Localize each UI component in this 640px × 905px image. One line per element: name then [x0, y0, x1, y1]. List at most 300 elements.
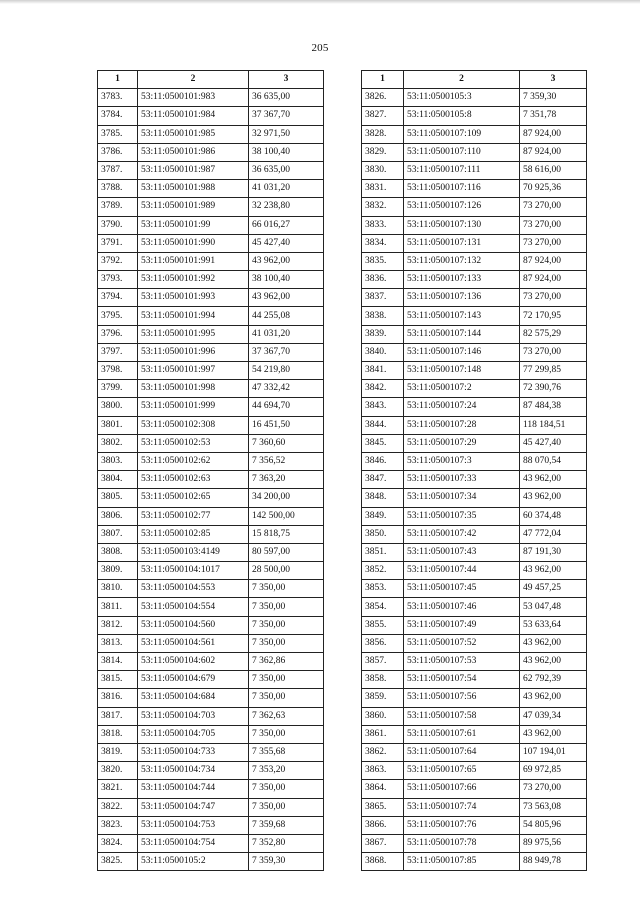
cadastral-number-cell: 53:11:0500107:58: [404, 707, 520, 725]
row-number-cell: 3834.: [362, 234, 404, 252]
table-header-row: [98, 71, 324, 89]
cadastral-number-cell: 53:11:0500107:143: [404, 307, 520, 325]
value-cell: 53 633,64: [520, 616, 587, 634]
table-row: [98, 853, 324, 871]
cadastral-number-cell: 53:11:0500104:754: [138, 834, 249, 852]
table-row: [362, 725, 587, 743]
row-number-cell: 3857.: [362, 653, 404, 671]
row-number-cell: 3865.: [362, 798, 404, 816]
row-number-cell: 3820.: [98, 762, 138, 780]
cadastral-number-cell: 53:11:0500104:705: [138, 725, 249, 743]
value-cell: 43 962,00: [520, 634, 587, 652]
value-cell: 118 184,51: [520, 416, 587, 434]
row-number-cell: 3843.: [362, 398, 404, 416]
table-row: [98, 762, 324, 780]
value-cell: 47 039,34: [520, 707, 587, 725]
value-cell: 7 359,30: [249, 853, 324, 871]
value-cell: 73 270,00: [520, 198, 587, 216]
table-row: [362, 161, 587, 179]
table-row: [362, 689, 587, 707]
cadastral-number-cell: 53:11:0500104:703: [138, 707, 249, 725]
table-row: [362, 616, 587, 634]
cadastral-number-cell: 53:11:0500104:679: [138, 671, 249, 689]
row-number-cell: 3801.: [98, 416, 138, 434]
value-cell: 54 805,96: [520, 816, 587, 834]
cadastral-number-cell: 53:11:0500104:733: [138, 743, 249, 761]
row-number-cell: 3785.: [98, 125, 138, 143]
value-cell: 87 924,00: [520, 271, 587, 289]
cadastral-number-cell: 53:11:0500101:999: [138, 398, 249, 416]
table-row: [362, 452, 587, 470]
cadastral-number-cell: 53:11:0500104:734: [138, 762, 249, 780]
value-cell: 41 031,20: [249, 325, 324, 343]
cadastral-number-cell: 53:11:0500107:61: [404, 725, 520, 743]
cadastral-table-left: [97, 70, 324, 871]
table-row: [98, 307, 324, 325]
value-cell: 32 238,80: [249, 198, 324, 216]
value-cell: 7 350,00: [249, 725, 324, 743]
row-number-cell: 3823.: [98, 816, 138, 834]
table-row: [362, 271, 587, 289]
table-row: [98, 434, 324, 452]
table-row: [98, 343, 324, 361]
cadastral-number-cell: 53:11:0500107:3: [404, 452, 520, 470]
value-cell: 7 350,00: [249, 598, 324, 616]
row-number-cell: 3800.: [98, 398, 138, 416]
table-row: [98, 780, 324, 798]
value-cell: 7 351,78: [520, 107, 587, 125]
value-cell: 7 350,00: [249, 689, 324, 707]
row-number-cell: 3851.: [362, 543, 404, 561]
row-number-cell: 3804.: [98, 471, 138, 489]
table-row: [362, 743, 587, 761]
table-row: [98, 634, 324, 652]
row-number-cell: 3783.: [98, 89, 138, 107]
value-cell: 47 772,04: [520, 525, 587, 543]
table-row: [98, 271, 324, 289]
row-number-cell: 3815.: [98, 671, 138, 689]
value-cell: 44 255,08: [249, 307, 324, 325]
cadastral-number-cell: 53:11:0500104:554: [138, 598, 249, 616]
row-number-cell: 3797.: [98, 343, 138, 361]
cadastral-number-cell: 53:11:0500102:53: [138, 434, 249, 452]
row-number-cell: 3789.: [98, 198, 138, 216]
value-cell: 45 427,40: [249, 234, 324, 252]
table-row: [98, 252, 324, 270]
row-number-cell: 3814.: [98, 653, 138, 671]
value-cell: 43 962,00: [520, 471, 587, 489]
value-cell: 37 367,70: [249, 343, 324, 361]
row-number-cell: 3798.: [98, 362, 138, 380]
cadastral-number-cell: 53:11:0500107:43: [404, 543, 520, 561]
table-row: [98, 380, 324, 398]
cadastral-number-cell: 53:11:0500102:308: [138, 416, 249, 434]
cadastral-number-cell: 53:11:0500107:29: [404, 434, 520, 452]
table-row: [362, 216, 587, 234]
value-cell: 38 100,40: [249, 271, 324, 289]
value-cell: 70 925,36: [520, 180, 587, 198]
cadastral-number-cell: 53:11:0500101:990: [138, 234, 249, 252]
cadastral-number-cell: 53:11:0500107:42: [404, 525, 520, 543]
value-cell: 87 924,00: [520, 143, 587, 161]
row-number-cell: 3855.: [362, 616, 404, 634]
table-row: [362, 380, 587, 398]
table-row: [98, 398, 324, 416]
cadastral-number-cell: 53:11:0500107:64: [404, 743, 520, 761]
value-cell: 36 635,00: [249, 161, 324, 179]
value-cell: 43 962,00: [520, 489, 587, 507]
cadastral-number-cell: 53:11:0500101:99: [138, 216, 249, 234]
cadastral-number-cell: 53:11:0500107:52: [404, 634, 520, 652]
table-row: [98, 816, 324, 834]
row-number-cell: 3833.: [362, 216, 404, 234]
table-row: [98, 725, 324, 743]
table-row: [362, 507, 587, 525]
cadastral-number-cell: 53:11:0500107:54: [404, 671, 520, 689]
table-row: [362, 489, 587, 507]
table-row: [362, 198, 587, 216]
row-number-cell: 3831.: [362, 180, 404, 198]
row-number-cell: 3846.: [362, 452, 404, 470]
table-row: [362, 89, 587, 107]
value-cell: 87 924,00: [520, 125, 587, 143]
cadastral-number-cell: 53:11:0500101:997: [138, 362, 249, 380]
table-row: [98, 562, 324, 580]
row-number-cell: 3859.: [362, 689, 404, 707]
row-number-cell: 3817.: [98, 707, 138, 725]
value-cell: 45 427,40: [520, 434, 587, 452]
cadastral-number-cell: 53:11:0500101:986: [138, 143, 249, 161]
table-row: [98, 653, 324, 671]
table-row: [362, 762, 587, 780]
value-cell: 43 962,00: [520, 725, 587, 743]
cadastral-table-right: [361, 70, 587, 871]
value-cell: 73 270,00: [520, 343, 587, 361]
table-row: [98, 507, 324, 525]
cadastral-number-cell: 53:11:0500102:65: [138, 489, 249, 507]
value-cell: 107 194,01: [520, 743, 587, 761]
value-cell: 73 270,00: [520, 289, 587, 307]
row-number-cell: 3848.: [362, 489, 404, 507]
value-cell: 7 356,52: [249, 452, 324, 470]
table-row: [362, 798, 587, 816]
cadastral-number-cell: 53:11:0500107:56: [404, 689, 520, 707]
value-cell: 87 924,00: [520, 252, 587, 270]
cadastral-number-cell: 53:11:0500107:109: [404, 125, 520, 143]
table-row: [98, 580, 324, 598]
cadastral-number-cell: 53:11:0500107:28: [404, 416, 520, 434]
table-row: [98, 489, 324, 507]
cadastral-number-cell: 53:11:0500107:111: [404, 161, 520, 179]
row-number-cell: 3842.: [362, 380, 404, 398]
cadastral-number-cell: 53:11:0500105:2: [138, 853, 249, 871]
row-number-cell: 3832.: [362, 198, 404, 216]
value-cell: 69 972,85: [520, 762, 587, 780]
cadastral-number-cell: 53:11:0500107:65: [404, 762, 520, 780]
value-cell: 49 457,25: [520, 580, 587, 598]
row-number-cell: 3796.: [98, 325, 138, 343]
table-row: [98, 125, 324, 143]
table-row: [98, 798, 324, 816]
row-number-cell: 3786.: [98, 143, 138, 161]
value-cell: 66 016,27: [249, 216, 324, 234]
cadastral-number-cell: 53:11:0500101:998: [138, 380, 249, 398]
cadastral-number-cell: 53:11:0500107:148: [404, 362, 520, 380]
row-number-cell: 3836.: [362, 271, 404, 289]
table-row: [98, 543, 324, 561]
row-number-cell: 3868.: [362, 853, 404, 871]
table-row: [362, 562, 587, 580]
cadastral-number-cell: 53:11:0500104:602: [138, 653, 249, 671]
row-number-cell: 3849.: [362, 507, 404, 525]
table-row: [362, 143, 587, 161]
table-row: [362, 543, 587, 561]
table-row: [98, 107, 324, 125]
value-cell: 7 362,86: [249, 653, 324, 671]
table-row: [362, 580, 587, 598]
row-number-cell: 3840.: [362, 343, 404, 361]
row-number-cell: 3863.: [362, 762, 404, 780]
row-number-cell: 3844.: [362, 416, 404, 434]
page-number: 205: [311, 42, 329, 54]
table-row: [98, 689, 324, 707]
value-cell: 47 332,42: [249, 380, 324, 398]
value-cell: 88 949,78: [520, 853, 587, 871]
cadastral-number-cell: 53:11:0500107:44: [404, 562, 520, 580]
row-number-cell: 3867.: [362, 834, 404, 852]
column-header-value: 3: [249, 71, 324, 89]
row-number-cell: 3790.: [98, 216, 138, 234]
value-cell: 16 451,50: [249, 416, 324, 434]
cadastral-number-cell: 53:11:0500104:747: [138, 798, 249, 816]
table-row: [362, 325, 587, 343]
table-row: [98, 452, 324, 470]
table-row: [362, 416, 587, 434]
cadastral-number-cell: 53:11:0500103:4149: [138, 543, 249, 561]
row-number-cell: 3852.: [362, 562, 404, 580]
row-number-cell: 3835.: [362, 252, 404, 270]
column-header-number: 1: [362, 71, 404, 89]
cadastral-number-cell: 53:11:0500107:85: [404, 853, 520, 871]
row-number-cell: 3812.: [98, 616, 138, 634]
table-row: [98, 671, 324, 689]
row-number-cell: 3829.: [362, 143, 404, 161]
row-number-cell: 3853.: [362, 580, 404, 598]
value-cell: 88 070,54: [520, 452, 587, 470]
cadastral-number-cell: 53:11:0500107:34: [404, 489, 520, 507]
table-header-row: [362, 71, 587, 89]
table-row: [362, 125, 587, 143]
table-row: [362, 398, 587, 416]
value-cell: 43 962,00: [249, 289, 324, 307]
cadastral-number-cell: 53:11:0500105:3: [404, 89, 520, 107]
table-row: [362, 180, 587, 198]
row-number-cell: 3864.: [362, 780, 404, 798]
value-cell: 7 355,68: [249, 743, 324, 761]
table-row: [98, 325, 324, 343]
table-row: [98, 89, 324, 107]
cadastral-number-cell: 53:11:0500102:85: [138, 525, 249, 543]
table-row: [362, 252, 587, 270]
row-number-cell: 3841.: [362, 362, 404, 380]
row-number-cell: 3862.: [362, 743, 404, 761]
cadastral-number-cell: 53:11:0500107:133: [404, 271, 520, 289]
row-number-cell: 3799.: [98, 380, 138, 398]
value-cell: 73 270,00: [520, 780, 587, 798]
value-cell: 7 350,00: [249, 671, 324, 689]
value-cell: 60 374,48: [520, 507, 587, 525]
cadastral-number-cell: 53:11:0500107:144: [404, 325, 520, 343]
row-number-cell: 3830.: [362, 161, 404, 179]
cadastral-number-cell: 53:11:0500104:744: [138, 780, 249, 798]
value-cell: 54 219,80: [249, 362, 324, 380]
table-row: [98, 143, 324, 161]
row-number-cell: 3787.: [98, 161, 138, 179]
cadastral-number-cell: 53:11:0500102:62: [138, 452, 249, 470]
column-header-value: 3: [520, 71, 587, 89]
value-cell: 28 500,00: [249, 562, 324, 580]
table-row: [98, 198, 324, 216]
cadastral-number-cell: 53:11:0500105:8: [404, 107, 520, 125]
row-number-cell: 3811.: [98, 598, 138, 616]
cadastral-number-cell: 53:11:0500101:983: [138, 89, 249, 107]
row-number-cell: 3854.: [362, 598, 404, 616]
value-cell: 43 962,00: [249, 252, 324, 270]
table-row: [98, 525, 324, 543]
cadastral-number-cell: 53:11:0500104:753: [138, 816, 249, 834]
row-number-cell: 3809.: [98, 562, 138, 580]
row-number-cell: 3866.: [362, 816, 404, 834]
row-number-cell: 3850.: [362, 525, 404, 543]
row-number-cell: 3860.: [362, 707, 404, 725]
table-row: [362, 834, 587, 852]
row-number-cell: 3856.: [362, 634, 404, 652]
table-row: [362, 707, 587, 725]
row-number-cell: 3838.: [362, 307, 404, 325]
value-cell: 7 359,30: [520, 89, 587, 107]
cadastral-number-cell: 53:11:0500104:684: [138, 689, 249, 707]
row-number-cell: 3807.: [98, 525, 138, 543]
value-cell: 73 563,08: [520, 798, 587, 816]
cadastral-number-cell: 53:11:0500101:996: [138, 343, 249, 361]
table-row: [98, 362, 324, 380]
row-number-cell: 3795.: [98, 307, 138, 325]
cadastral-number-cell: 53:11:0500101:984: [138, 107, 249, 125]
value-cell: 73 270,00: [520, 234, 587, 252]
cadastral-number-cell: 53:11:0500101:991: [138, 252, 249, 270]
table-row: [362, 525, 587, 543]
value-cell: 37 367,70: [249, 107, 324, 125]
cadastral-number-cell: 53:11:0500102:63: [138, 471, 249, 489]
cadastral-number-cell: 53:11:0500104:561: [138, 634, 249, 652]
cadastral-number-cell: 53:11:0500101:985: [138, 125, 249, 143]
row-number-cell: 3839.: [362, 325, 404, 343]
table-row: [362, 780, 587, 798]
value-cell: 43 962,00: [520, 562, 587, 580]
cadastral-number-cell: 53:11:0500107:46: [404, 598, 520, 616]
cadastral-number-cell: 53:11:0500107:24: [404, 398, 520, 416]
cadastral-number-cell: 53:11:0500107:53: [404, 653, 520, 671]
row-number-cell: 3837.: [362, 289, 404, 307]
cadastral-number-cell: 53:11:0500107:116: [404, 180, 520, 198]
value-cell: 73 270,00: [520, 216, 587, 234]
table-row: [98, 471, 324, 489]
value-cell: 7 350,00: [249, 616, 324, 634]
value-cell: 36 635,00: [249, 89, 324, 107]
row-number-cell: 3826.: [362, 89, 404, 107]
cadastral-number-cell: 53:11:0500107:76: [404, 816, 520, 834]
table-row: [362, 653, 587, 671]
row-number-cell: 3861.: [362, 725, 404, 743]
cadastral-number-cell: 53:11:0500107:74: [404, 798, 520, 816]
table-row: [98, 289, 324, 307]
table-row: [98, 216, 324, 234]
row-number-cell: 3813.: [98, 634, 138, 652]
row-number-cell: 3825.: [98, 853, 138, 871]
value-cell: 34 200,00: [249, 489, 324, 507]
value-cell: 7 352,80: [249, 834, 324, 852]
value-cell: 142 500,00: [249, 507, 324, 525]
cadastral-number-cell: 53:11:0500107:126: [404, 198, 520, 216]
cadastral-number-cell: 53:11:0500107:136: [404, 289, 520, 307]
row-number-cell: 3808.: [98, 543, 138, 561]
cadastral-number-cell: 53:11:0500101:992: [138, 271, 249, 289]
cadastral-number-cell: 53:11:0500107:130: [404, 216, 520, 234]
value-cell: 32 971,50: [249, 125, 324, 143]
table-row: [362, 634, 587, 652]
value-cell: 7 362,63: [249, 707, 324, 725]
cadastral-number-cell: 53:11:0500107:33: [404, 471, 520, 489]
value-cell: 7 359,68: [249, 816, 324, 834]
cadastral-number-cell: 53:11:0500107:66: [404, 780, 520, 798]
cadastral-number-cell: 53:11:0500101:987: [138, 161, 249, 179]
table-row: [362, 434, 587, 452]
value-cell: 7 363,20: [249, 471, 324, 489]
value-cell: 7 353,20: [249, 762, 324, 780]
row-number-cell: 3794.: [98, 289, 138, 307]
cadastral-number-cell: 53:11:0500107:35: [404, 507, 520, 525]
cadastral-number-cell: 53:11:0500107:146: [404, 343, 520, 361]
value-cell: 87 484,38: [520, 398, 587, 416]
cadastral-number-cell: 53:11:0500107:49: [404, 616, 520, 634]
table-row: [362, 307, 587, 325]
table-row: [362, 289, 587, 307]
table-row: [98, 234, 324, 252]
row-number-cell: 3802.: [98, 434, 138, 452]
table-row: [362, 671, 587, 689]
value-cell: 44 694,70: [249, 398, 324, 416]
cadastral-number-cell: 53:11:0500101:988: [138, 180, 249, 198]
table-row: [362, 343, 587, 361]
cadastral-number-cell: 53:11:0500107:78: [404, 834, 520, 852]
table-row: [362, 234, 587, 252]
value-cell: 7 350,00: [249, 634, 324, 652]
cadastral-number-cell: 53:11:0500101:989: [138, 198, 249, 216]
row-number-cell: 3827.: [362, 107, 404, 125]
table-row: [98, 416, 324, 434]
value-cell: 82 575,29: [520, 325, 587, 343]
value-cell: 62 792,39: [520, 671, 587, 689]
table-row: [98, 616, 324, 634]
value-cell: 72 170,95: [520, 307, 587, 325]
cadastral-number-cell: 53:11:0500107:45: [404, 580, 520, 598]
value-cell: 58 616,00: [520, 161, 587, 179]
row-number-cell: 3788.: [98, 180, 138, 198]
cadastral-number-cell: 53:11:0500104:1017: [138, 562, 249, 580]
value-cell: 7 350,00: [249, 780, 324, 798]
table-row: [362, 816, 587, 834]
value-cell: 7 360,60: [249, 434, 324, 452]
